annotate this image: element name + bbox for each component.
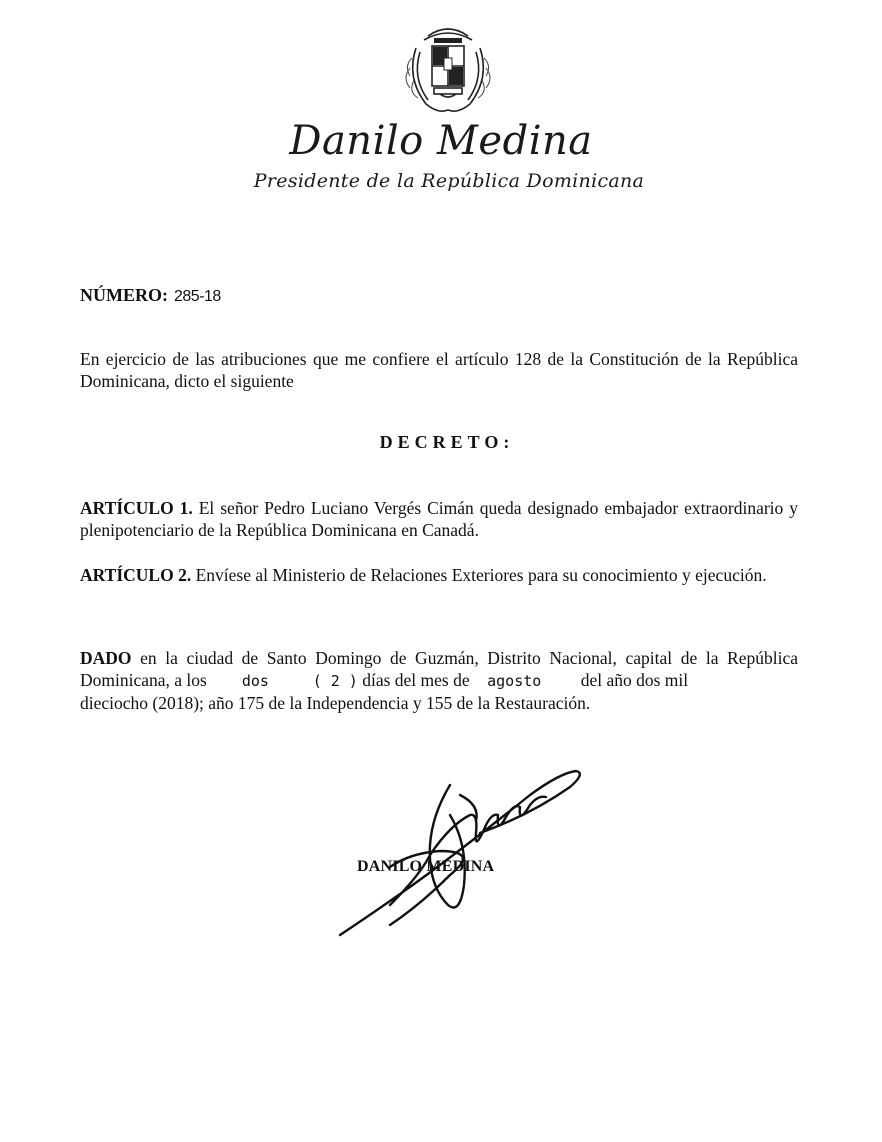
dado-day-words: dos: [241, 672, 269, 690]
decree-number-value: 285-18: [174, 288, 221, 305]
handwritten-signature-icon: [330, 755, 590, 945]
dado-line-1: [80, 647, 798, 669]
article-1-label: ARTÍCULO 1.: [80, 498, 193, 518]
dado-label: DADO: [80, 648, 132, 668]
letterhead-name: Danilo Medina: [289, 118, 593, 164]
article-1: [80, 497, 798, 541]
letterhead-title: Presidente de la República Dominicana: [253, 170, 645, 192]
dado-text-1: en la ciudad de Santo Domingo de Guzmán, Distrito Nacional, capital de la República: [140, 648, 798, 668]
article-2: [80, 564, 798, 586]
dado-text-2: Dominicana, a los: [80, 670, 207, 690]
decree-number: [80, 285, 221, 306]
dado-paragraph: [80, 647, 798, 714]
decree-number-label: NÚMERO:: [80, 285, 168, 305]
dado-text-3: días del mes de: [362, 670, 470, 690]
dado-day-number: ( 2 ): [312, 672, 358, 690]
article-1-text: El señor Pedro Luciano Vergés Cimán queda designado embajador extraordinario y plenipotenciario de la República Dominicana en Canadá.: [80, 498, 798, 540]
signer-name: DANILO MEDINA: [357, 858, 495, 875]
dado-line-3: dieciocho (2018); año 175 de la Independencia y 155 de la Restauración.: [80, 693, 591, 713]
intro-paragraph: En ejercicio de las atribuciones que me confiere el artículo 128 de la Constitución de la República Dominicana, dicto el siguiente: [80, 349, 798, 391]
article-2-text: Envíese al Ministerio de Relaciones Exteriores para su conocimiento y ejecución.: [195, 565, 767, 585]
dado-line-2: [80, 669, 798, 692]
dado-month: agosto: [487, 672, 542, 690]
coat-of-arms-icon: [398, 18, 498, 118]
dado-text-4: del año dos mil: [580, 670, 689, 690]
decree-heading: DECRETO:: [379, 432, 515, 452]
article-2-label: ARTÍCULO 2.: [80, 565, 192, 585]
